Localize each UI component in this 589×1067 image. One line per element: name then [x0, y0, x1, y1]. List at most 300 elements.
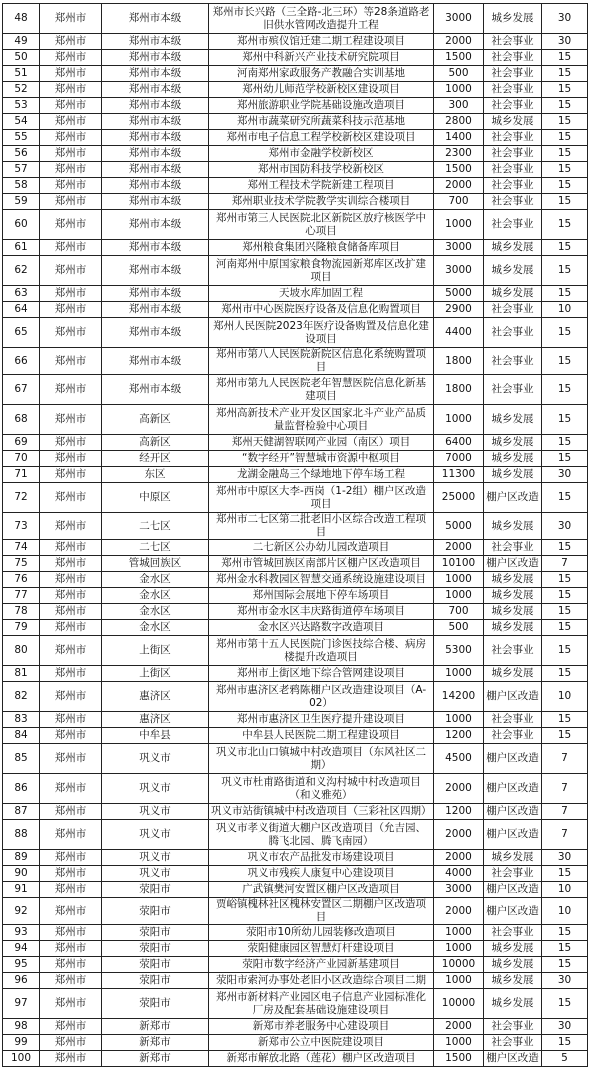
city-cell: 郑州市: [40, 540, 102, 556]
amount-cell: 1400: [434, 130, 484, 146]
amount-cell: 300: [434, 98, 484, 114]
field-cell: 城乡发展: [484, 957, 542, 973]
table-row: [3, 604, 588, 620]
row-number-cell: 72: [3, 483, 40, 513]
score-cell: 15: [542, 728, 588, 744]
amount-cell: 1000: [434, 973, 484, 989]
table-row: [3, 728, 588, 744]
field-cell: 棚户区改造: [484, 1051, 542, 1067]
project-name-cell: 郑州市中心医院医疗设备及信息化购置项目: [209, 302, 434, 318]
table-row: [3, 513, 588, 540]
project-name-cell: 河南郑州中原国家粮食物流园新郑库区改扩建项目: [209, 256, 434, 286]
field-cell: 城乡发展: [484, 850, 542, 866]
score-cell: 7: [542, 774, 588, 804]
field-cell: 社会事业: [484, 348, 542, 375]
table-row: [3, 130, 588, 146]
row-number-cell: 71: [3, 467, 40, 483]
amount-cell: 1200: [434, 728, 484, 744]
district-cell: 巩义市: [102, 850, 209, 866]
table-row: [3, 774, 588, 804]
table-row: [3, 850, 588, 866]
score-cell: 15: [542, 98, 588, 114]
city-cell: 郑州市: [40, 405, 102, 435]
field-cell: 社会事业: [484, 318, 542, 348]
row-number-cell: 63: [3, 286, 40, 302]
row-number-cell: 58: [3, 178, 40, 194]
amount-cell: 2300: [434, 146, 484, 162]
field-cell: 棚户区改造: [484, 556, 542, 572]
row-number-cell: 97: [3, 989, 40, 1019]
row-number-cell: 100: [3, 1051, 40, 1067]
project-table-body: [3, 4, 588, 1067]
city-cell: 郑州市: [40, 1051, 102, 1067]
city-cell: 郑州市: [40, 804, 102, 820]
project-name-cell: 荥阳健康园区智慧灯杆建设项目: [209, 941, 434, 957]
district-cell: 东区: [102, 467, 209, 483]
district-cell: 荥阳市: [102, 882, 209, 898]
project-name-cell: 郑州市第八人民医院新院区信息化系统购置项目: [209, 348, 434, 375]
city-cell: 郑州市: [40, 114, 102, 130]
project-name-cell: 郑州市蔬菜研究所蔬菜科技示范基地: [209, 114, 434, 130]
amount-cell: 500: [434, 620, 484, 636]
score-cell: 15: [542, 162, 588, 178]
amount-cell: 2000: [434, 178, 484, 194]
table-row: [3, 98, 588, 114]
field-cell: 棚户区改造: [484, 804, 542, 820]
district-cell: 惠济区: [102, 712, 209, 728]
row-number-cell: 60: [3, 210, 40, 240]
row-number-cell: 48: [3, 4, 40, 34]
project-name-cell: 郑州市上街区地下综合管网建设项目: [209, 666, 434, 682]
project-name-cell: 郑州市金水区丰庆路街道停车场项目: [209, 604, 434, 620]
city-cell: 郑州市: [40, 435, 102, 451]
project-name-cell: 郑州高新技术产业开发区国家北斗产业产品质量监督检验中心项目: [209, 405, 434, 435]
amount-cell: 1000: [434, 82, 484, 98]
city-cell: 郑州市: [40, 146, 102, 162]
project-name-cell: 郑州人民医院2023年医疗设备购置及信息化建设项目: [209, 318, 434, 348]
city-cell: 郑州市: [40, 178, 102, 194]
row-number-cell: 87: [3, 804, 40, 820]
city-cell: 郑州市: [40, 4, 102, 34]
table-row: [3, 435, 588, 451]
amount-cell: 1500: [434, 50, 484, 66]
table-row: [3, 194, 588, 210]
field-cell: 棚户区改造: [484, 882, 542, 898]
table-row: [3, 34, 588, 50]
table-row: [3, 882, 588, 898]
field-cell: 棚户区改造: [484, 820, 542, 850]
table-row: [3, 318, 588, 348]
project-name-cell: 郑州工程技术学院新建工程项目: [209, 178, 434, 194]
table-row: [3, 4, 588, 34]
table-row: [3, 989, 588, 1019]
amount-cell: 2900: [434, 302, 484, 318]
amount-cell: 1500: [434, 162, 484, 178]
table-row: [3, 588, 588, 604]
field-cell: 棚户区改造: [484, 483, 542, 513]
district-cell: 郑州市本级: [102, 114, 209, 130]
score-cell: 15: [542, 925, 588, 941]
project-name-cell: 郑州市新材料产业园区电子信息产业园标准化厂房及配套基础设施建设项目: [209, 989, 434, 1019]
field-cell: 城乡发展: [484, 4, 542, 34]
amount-cell: 1800: [434, 375, 484, 405]
field-cell: 社会事业: [484, 162, 542, 178]
field-cell: 城乡发展: [484, 604, 542, 620]
score-cell: 15: [542, 50, 588, 66]
project-table: [2, 3, 588, 1067]
district-cell: 郑州市本级: [102, 210, 209, 240]
score-cell: 15: [542, 348, 588, 375]
amount-cell: 1000: [434, 1035, 484, 1051]
city-cell: 郑州市: [40, 162, 102, 178]
score-cell: 15: [542, 375, 588, 405]
row-number-cell: 90: [3, 866, 40, 882]
district-cell: 金水区: [102, 620, 209, 636]
field-cell: 社会事业: [484, 728, 542, 744]
row-number-cell: 77: [3, 588, 40, 604]
table-row: [3, 467, 588, 483]
score-cell: 15: [542, 405, 588, 435]
district-cell: 金水区: [102, 588, 209, 604]
project-name-cell: 二七新区公办幼儿园改造项目: [209, 540, 434, 556]
row-number-cell: 79: [3, 620, 40, 636]
district-cell: 郑州市本级: [102, 162, 209, 178]
amount-cell: 5000: [434, 513, 484, 540]
project-name-cell: 郑州市中原区大李-西岗（1-2组）棚户区改造项目: [209, 483, 434, 513]
field-cell: 社会事业: [484, 50, 542, 66]
table-row: [3, 941, 588, 957]
city-cell: 郑州市: [40, 712, 102, 728]
row-number-cell: 69: [3, 435, 40, 451]
district-cell: 郑州市本级: [102, 146, 209, 162]
table-row: [3, 114, 588, 130]
score-cell: 15: [542, 451, 588, 467]
row-number-cell: 55: [3, 130, 40, 146]
field-cell: 城乡发展: [484, 467, 542, 483]
table-row: [3, 146, 588, 162]
score-cell: 15: [542, 82, 588, 98]
district-cell: 荥阳市: [102, 898, 209, 925]
city-cell: 郑州市: [40, 318, 102, 348]
table-row: [3, 210, 588, 240]
district-cell: 二七区: [102, 513, 209, 540]
field-cell: 社会事业: [484, 66, 542, 82]
amount-cell: 2000: [434, 820, 484, 850]
table-row: [3, 483, 588, 513]
project-name-cell: 郑州国际会展地下停车场项目: [209, 588, 434, 604]
row-number-cell: 73: [3, 513, 40, 540]
project-list-sheet: [2, 3, 587, 1067]
project-name-cell: 中牟县人民医院二期工程建设项目: [209, 728, 434, 744]
city-cell: 郑州市: [40, 666, 102, 682]
district-cell: 二七区: [102, 540, 209, 556]
district-cell: 荥阳市: [102, 941, 209, 957]
field-cell: 社会事业: [484, 302, 542, 318]
table-row: [3, 556, 588, 572]
amount-cell: 700: [434, 604, 484, 620]
field-cell: 社会事业: [484, 82, 542, 98]
table-row: [3, 572, 588, 588]
city-cell: 郑州市: [40, 34, 102, 50]
amount-cell: 10000: [434, 989, 484, 1019]
table-row: [3, 898, 588, 925]
table-row: [3, 666, 588, 682]
district-cell: 郑州市本级: [102, 98, 209, 114]
field-cell: 城乡发展: [484, 973, 542, 989]
amount-cell: 3000: [434, 256, 484, 286]
field-cell: 社会事业: [484, 194, 542, 210]
amount-cell: 700: [434, 194, 484, 210]
score-cell: 15: [542, 178, 588, 194]
district-cell: 中牟县: [102, 728, 209, 744]
row-number-cell: 98: [3, 1019, 40, 1035]
amount-cell: 2000: [434, 850, 484, 866]
row-number-cell: 59: [3, 194, 40, 210]
amount-cell: 10100: [434, 556, 484, 572]
score-cell: 15: [542, 588, 588, 604]
amount-cell: 1000: [434, 925, 484, 941]
table-row: [3, 302, 588, 318]
score-cell: 15: [542, 540, 588, 556]
district-cell: 荥阳市: [102, 989, 209, 1019]
city-cell: 郑州市: [40, 925, 102, 941]
amount-cell: 2000: [434, 1019, 484, 1035]
row-number-cell: 83: [3, 712, 40, 728]
field-cell: 城乡发展: [484, 114, 542, 130]
city-cell: 郑州市: [40, 744, 102, 774]
project-name-cell: 巩义市杜甫路街道和义沟村城中村改造项目（和义雅苑）: [209, 774, 434, 804]
row-number-cell: 52: [3, 82, 40, 98]
field-cell: 棚户区改造: [484, 744, 542, 774]
district-cell: 郑州市本级: [102, 130, 209, 146]
field-cell: 城乡发展: [484, 435, 542, 451]
table-row: [3, 1051, 588, 1067]
city-cell: 郑州市: [40, 556, 102, 572]
table-row: [3, 375, 588, 405]
city-cell: 郑州市: [40, 989, 102, 1019]
district-cell: 新郑市: [102, 1051, 209, 1067]
district-cell: 巩义市: [102, 866, 209, 882]
city-cell: 郑州市: [40, 572, 102, 588]
amount-cell: 1500: [434, 1051, 484, 1067]
field-cell: 社会事业: [484, 146, 542, 162]
city-cell: 郑州市: [40, 467, 102, 483]
score-cell: 10: [542, 882, 588, 898]
amount-cell: 1000: [434, 941, 484, 957]
city-cell: 郑州市: [40, 130, 102, 146]
district-cell: 郑州市本级: [102, 82, 209, 98]
row-number-cell: 89: [3, 850, 40, 866]
row-number-cell: 62: [3, 256, 40, 286]
amount-cell: 11300: [434, 467, 484, 483]
project-name-cell: 郑州市惠济区老鸦陈棚户区改造建设项目（A-02）: [209, 682, 434, 712]
table-row: [3, 866, 588, 882]
district-cell: 新郑市: [102, 1019, 209, 1035]
table-row: [3, 620, 588, 636]
district-cell: 上街区: [102, 666, 209, 682]
project-name-cell: 郑州市长兴路（三全路-北三环）等28条道路老旧供水管网改造提升工程: [209, 4, 434, 34]
score-cell: 15: [542, 318, 588, 348]
field-cell: 城乡发展: [484, 989, 542, 1019]
city-cell: 郑州市: [40, 348, 102, 375]
amount-cell: 2000: [434, 34, 484, 50]
district-cell: 郑州市本级: [102, 194, 209, 210]
score-cell: 15: [542, 666, 588, 682]
row-number-cell: 54: [3, 114, 40, 130]
amount-cell: 25000: [434, 483, 484, 513]
city-cell: 郑州市: [40, 451, 102, 467]
row-number-cell: 61: [3, 240, 40, 256]
row-number-cell: 80: [3, 636, 40, 666]
amount-cell: 3000: [434, 240, 484, 256]
table-row: [3, 162, 588, 178]
score-cell: 7: [542, 556, 588, 572]
field-cell: 城乡发展: [484, 240, 542, 256]
project-name-cell: 郑州市国防科技学校新校区: [209, 162, 434, 178]
score-cell: 30: [542, 34, 588, 50]
score-cell: 15: [542, 941, 588, 957]
table-row: [3, 636, 588, 666]
field-cell: 城乡发展: [484, 620, 542, 636]
score-cell: 15: [542, 604, 588, 620]
amount-cell: 6400: [434, 435, 484, 451]
district-cell: 郑州市本级: [102, 50, 209, 66]
amount-cell: 3000: [434, 882, 484, 898]
city-cell: 郑州市: [40, 682, 102, 712]
score-cell: 7: [542, 804, 588, 820]
amount-cell: 10000: [434, 957, 484, 973]
project-name-cell: 河南郑州家政服务产教融合实训基地: [209, 66, 434, 82]
score-cell: 5: [542, 1051, 588, 1067]
row-number-cell: 67: [3, 375, 40, 405]
city-cell: 郑州市: [40, 513, 102, 540]
score-cell: 15: [542, 114, 588, 130]
district-cell: 郑州市本级: [102, 4, 209, 34]
city-cell: 郑州市: [40, 1035, 102, 1051]
field-cell: 城乡发展: [484, 286, 542, 302]
project-name-cell: 新郑市解放北路（莲花）棚户区改造项目: [209, 1051, 434, 1067]
district-cell: 上街区: [102, 636, 209, 666]
field-cell: 社会事业: [484, 210, 542, 240]
project-name-cell: 新郑市养老服务中心建设项目: [209, 1019, 434, 1035]
row-number-cell: 66: [3, 348, 40, 375]
district-cell: 郑州市本级: [102, 286, 209, 302]
project-name-cell: 金水区兴达路数字改造项目: [209, 620, 434, 636]
score-cell: 15: [542, 240, 588, 256]
amount-cell: 1000: [434, 666, 484, 682]
project-name-cell: 郑州市管城回族区南部片区棚户区改造项目: [209, 556, 434, 572]
row-number-cell: 75: [3, 556, 40, 572]
city-cell: 郑州市: [40, 256, 102, 286]
table-row: [3, 973, 588, 989]
district-cell: 荥阳市: [102, 973, 209, 989]
row-number-cell: 82: [3, 682, 40, 712]
field-cell: 棚户区改造: [484, 682, 542, 712]
city-cell: 郑州市: [40, 957, 102, 973]
table-row: [3, 66, 588, 82]
row-number-cell: 91: [3, 882, 40, 898]
row-number-cell: 65: [3, 318, 40, 348]
field-cell: 城乡发展: [484, 588, 542, 604]
city-cell: 郑州市: [40, 210, 102, 240]
project-name-cell: 荥阳市10所幼儿园装修改造项目: [209, 925, 434, 941]
amount-cell: 1000: [434, 210, 484, 240]
city-cell: 郑州市: [40, 850, 102, 866]
score-cell: 15: [542, 66, 588, 82]
row-number-cell: 81: [3, 666, 40, 682]
table-row: [3, 348, 588, 375]
city-cell: 郑州市: [40, 620, 102, 636]
city-cell: 郑州市: [40, 375, 102, 405]
city-cell: 郑州市: [40, 820, 102, 850]
table-row: [3, 682, 588, 712]
field-cell: 社会事业: [484, 178, 542, 194]
score-cell: 15: [542, 989, 588, 1019]
city-cell: 郑州市: [40, 866, 102, 882]
district-cell: 郑州市本级: [102, 240, 209, 256]
city-cell: 郑州市: [40, 882, 102, 898]
score-cell: 7: [542, 820, 588, 850]
score-cell: 30: [542, 4, 588, 34]
row-number-cell: 74: [3, 540, 40, 556]
district-cell: 郑州市本级: [102, 348, 209, 375]
score-cell: 15: [542, 130, 588, 146]
amount-cell: 1000: [434, 588, 484, 604]
amount-cell: 1000: [434, 405, 484, 435]
city-cell: 郑州市: [40, 636, 102, 666]
score-cell: 10: [542, 898, 588, 925]
score-cell: 15: [542, 286, 588, 302]
row-number-cell: 94: [3, 941, 40, 957]
city-cell: 郑州市: [40, 98, 102, 114]
district-cell: 郑州市本级: [102, 318, 209, 348]
score-cell: 15: [542, 435, 588, 451]
district-cell: 管城回族区: [102, 556, 209, 572]
field-cell: 城乡发展: [484, 941, 542, 957]
row-number-cell: 84: [3, 728, 40, 744]
project-name-cell: 龙湖金融岛三个绿地地下停车场工程: [209, 467, 434, 483]
table-row: [3, 82, 588, 98]
score-cell: 15: [542, 957, 588, 973]
score-cell: 15: [542, 866, 588, 882]
project-name-cell: 郑州市第三人民医院北区新院区放疗核医学中心项目: [209, 210, 434, 240]
district-cell: 郑州市本级: [102, 302, 209, 318]
amount-cell: 7000: [434, 451, 484, 467]
table-row: [3, 820, 588, 850]
district-cell: 郑州市本级: [102, 256, 209, 286]
district-cell: 荥阳市: [102, 925, 209, 941]
amount-cell: 500: [434, 66, 484, 82]
city-cell: 郑州市: [40, 774, 102, 804]
row-number-cell: 50: [3, 50, 40, 66]
project-name-cell: 郑州幼儿师范学校新校区建设项目: [209, 82, 434, 98]
city-cell: 郑州市: [40, 286, 102, 302]
row-number-cell: 76: [3, 572, 40, 588]
row-number-cell: 96: [3, 973, 40, 989]
table-row: [3, 1035, 588, 1051]
row-number-cell: 56: [3, 146, 40, 162]
table-row: [3, 712, 588, 728]
score-cell: 30: [542, 513, 588, 540]
amount-cell: 5300: [434, 636, 484, 666]
row-number-cell: 85: [3, 744, 40, 774]
city-cell: 郑州市: [40, 588, 102, 604]
amount-cell: 2000: [434, 774, 484, 804]
city-cell: 郑州市: [40, 483, 102, 513]
field-cell: 社会事业: [484, 34, 542, 50]
project-name-cell: 郑州天健湖智联网产业园（南区）项目: [209, 435, 434, 451]
score-cell: 15: [542, 194, 588, 210]
